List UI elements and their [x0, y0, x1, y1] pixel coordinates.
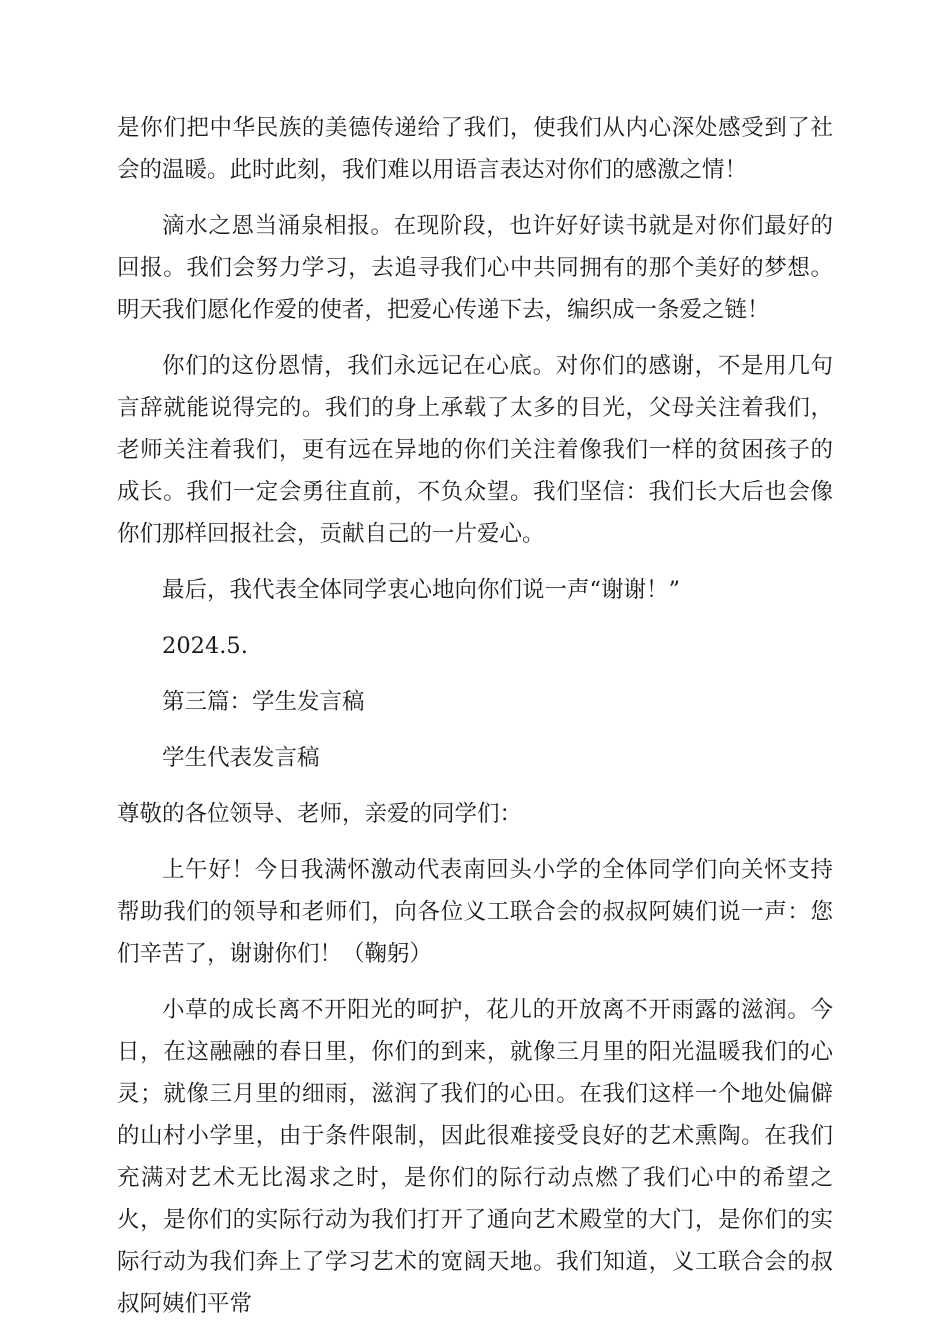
document-body — [117, 107, 833, 1339]
speech-title: 学生代表发言稿 — [162, 745, 320, 771]
paragraph: 小草的成长离不开阳光的呵护，花儿的开放离不开雨露的滋润。今日，在这融融的春日里，你们的到来，就像三月里的阳光温暖我们的心灵；就像三月里的细雨，滋润了我们的心田。在我们这样一个地处偏僻的山村小学里，由于条件限制，因此很难接受良好的艺术熏陶。在我们充满对艺术无比渴求之时，是你们的际行动点燃了我们心中的希望之火，是你们的实际行动为我们打开了通向艺术殿堂的大门，是你们的实际行动为我们奔上了学习艺术的宽阔天地。我们知道，义工联合会的叔叔阿姨们平常 — [117, 997, 833, 1317]
paragraph: 你们的这份恩情，我们永远记在心底。对你们的感谢，不是用几句言辞就能说得完的。我们的身上承载了太多的目光，父母关注着我们，老师关注着我们，更有远在异地的你们关注着像我们一样的贫困孩子的成长。我们一定会勇往直前，不负众望。我们坚信：我们长大后也会像你们那样回报社会，贡献自己的一片爱心。 — [117, 353, 833, 547]
paragraph: 是你们把中华民族的美德传递给了我们，使我们从内心深处感受到了社会的温暖。此时此刻，我们难以用语言表达对你们的感激之情！ — [117, 115, 833, 183]
date-line: 2024.5. — [162, 633, 248, 659]
section-heading: 第三篇：学生发言稿 — [162, 689, 365, 715]
closing-line: 最后，我代表全体同学衷心地向你们说一声“谢谢！” — [162, 577, 681, 603]
paragraph: 上午好！今日我满怀激动代表南回头小学的全体同学们向关怀支持帮助我们的领导和老师们，向各位义工联合会的叔叔阿姨们说一声：您们辛苦了，谢谢你们！（鞠躬） — [117, 857, 833, 967]
paragraph: 滴水之恩当涌泉相报。在现阶段，也许好好读书就是对你们最好的回报。我们会努力学习，去追寻我们心中共同拥有的那个美好的梦想。明天我们愿化作爱的使者，把爱心传递下去，编织成一条爱之链！ — [117, 213, 833, 323]
salutation: 尊敬的各位领导、老师，亲爱的同学们： — [117, 801, 523, 827]
